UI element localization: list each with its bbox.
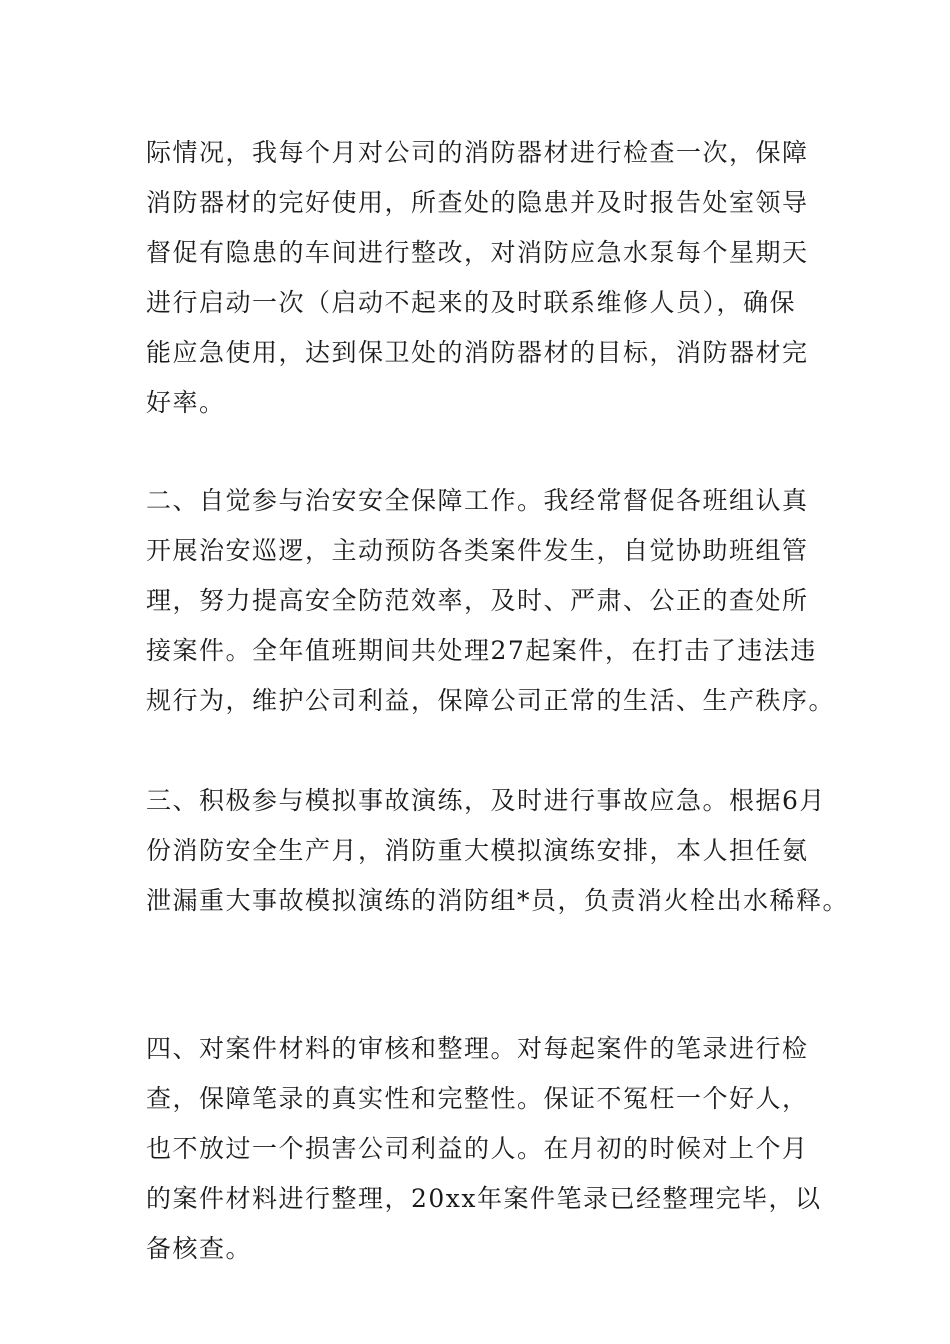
text-line: 备核查。 <box>146 1234 253 1263</box>
paragraph-accident-drill <box>146 776 850 926</box>
text-line: 泄漏重大事故模拟演练的消防组*员，负责消火栓出水稀释。 <box>146 886 850 915</box>
text-line: 好率。 <box>146 388 226 417</box>
text-line: 规行为，维护公司利益，保障公司正常的生活、生产秩序。 <box>146 686 836 715</box>
text-line: 四、对案件材料的审核和整理。对每起案件的笔录进行检 <box>146 1034 809 1063</box>
text-line: 理，努力提高安全防范效率，及时、严肃、公正的查处所 <box>146 586 809 615</box>
text-line: 进行启动一次（启动不起来的及时联系维修人员），确保 <box>146 288 797 317</box>
text-line: 接案件。全年值班期间共处理27起案件，在打击了违法违 <box>146 636 817 665</box>
text-line: 际情况，我每个月对公司的消防器材进行检查一次，保障 <box>146 138 809 167</box>
text-line: 查，保障笔录的真实性和完整性。保证不冤枉一个好人， <box>146 1084 809 1113</box>
text-line: 三、积极参与模拟事故演练，及时进行事故应急。根据6月 <box>146 786 826 815</box>
text-line: 份消防安全生产月，消防重大模拟演练安排，本人担任氨 <box>146 836 809 865</box>
text-line: 的案件材料进行整理，20xx年案件笔录已经整理完毕，以 <box>146 1184 822 1213</box>
paragraph-case-review <box>146 1024 822 1274</box>
text-line: 督促有隐患的车间进行整改，对消防应急水泵每个星期天 <box>146 238 809 267</box>
paragraph-security-work <box>146 476 836 726</box>
text-line: 二、自觉参与治安安全保障工作。我经常督促各班组认真 <box>146 486 809 515</box>
text-line: 也不放过一个损害公司利益的人。在月初的时候对上个月 <box>146 1134 809 1163</box>
text-line: 消防器材的完好使用，所查处的隐患并及时报告处室领导 <box>146 188 809 217</box>
text-line: 开展治安巡逻，主动预防各类案件发生，自觉协助班组管 <box>146 536 809 565</box>
text-line: 能应急使用，达到保卫处的消防器材的目标，消防器材完 <box>146 338 809 367</box>
paragraph-fire-equipment <box>146 128 810 428</box>
